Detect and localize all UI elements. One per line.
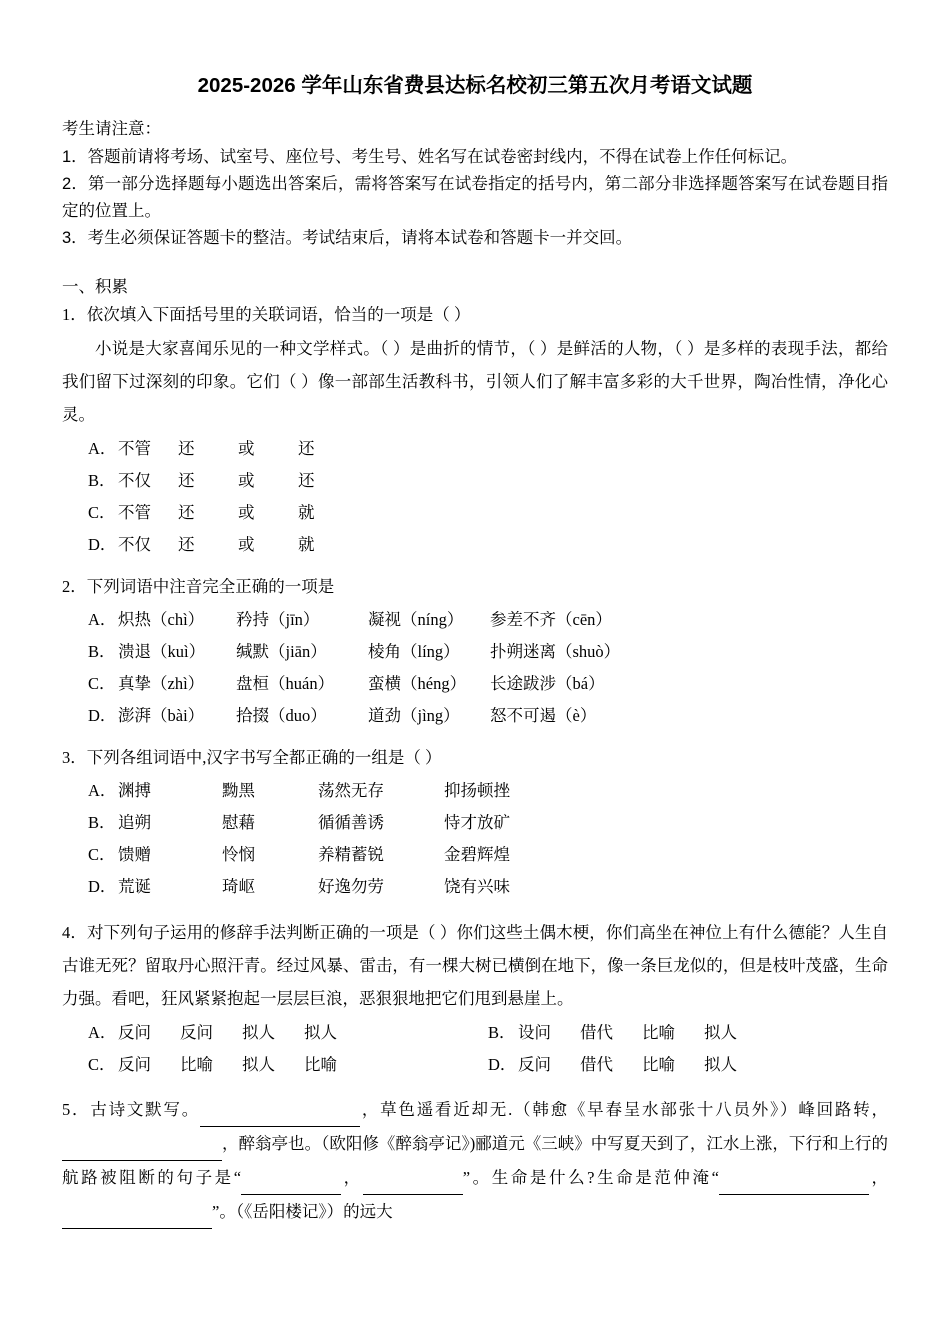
question-5-part-3: ，醉翁亭也。（欧阳修《醉翁亭记》)郦道元《三峡》中写夏天到了，江水上涨，下行和上行的航路被阻断的句子是“ <box>62 1133 888 1187</box>
question-4-number: 4． <box>62 922 87 942</box>
question-3-option-b[interactable] <box>62 807 888 839</box>
blank-line[interactable] <box>719 1161 869 1195</box>
question-1-option-a[interactable] <box>62 433 888 465</box>
option-cell: 缄默（jiān） <box>236 641 327 661</box>
option-cell: 还 <box>298 438 315 458</box>
option-cell: 炽热（chì） <box>118 609 205 629</box>
option-cell: 矜持（jīn） <box>236 609 320 629</box>
option-cell: 或 <box>238 535 255 555</box>
question-1-stem <box>62 301 888 329</box>
blank-line[interactable] <box>62 1127 222 1161</box>
option-cell: 饶有兴味 <box>444 877 510 897</box>
option-label: D． <box>488 1054 517 1074</box>
option-cell: 蛮横（héng） <box>368 674 467 694</box>
option-cell: 道劲（jìng） <box>368 706 460 726</box>
option-cell: 棱角（líng） <box>368 641 460 661</box>
option-cell: 长途跋涉（bá） <box>490 674 605 694</box>
notice-line-1: 1．答题前请将考场、试室号、座位号、考生号、姓名写在试卷密封线内，不得在试卷上作任何标记。 <box>62 148 798 167</box>
option-cell: 荒诞 <box>118 877 151 897</box>
option-cell: 抑扬顿挫 <box>444 780 510 800</box>
option-cell: 设问 <box>518 1022 551 1042</box>
question-5-stem <box>62 1093 888 1229</box>
blank-line[interactable] <box>241 1161 341 1195</box>
option-label: D． <box>88 706 117 726</box>
question-3-text: 下列各组词语中,汉字书写全都正确的一组是（ ） <box>86 748 442 768</box>
option-cell: 反问 <box>518 1054 551 1074</box>
option-cell: 就 <box>298 503 315 523</box>
question-5-part-6: ， <box>868 1167 889 1187</box>
notice-line-2: 2．第一部分选择题每小题选出答案后，需将答案写在试卷指定的括号内，第二部分非选择题答案写在试卷题目指定的位置上。 <box>62 175 888 220</box>
question-5-part-4: ， <box>341 1167 363 1187</box>
notice-heading: 考生请注意： <box>62 119 161 138</box>
question-5-number: 5． <box>62 1099 91 1119</box>
question-4-option-d[interactable] <box>488 1049 888 1081</box>
question-2-option-c[interactable] <box>62 668 888 700</box>
question-5-part-7: ”。（《岳阳楼记》）的远大 <box>212 1201 393 1221</box>
question-2-text: 下列词语中注音完全正确的一项是 <box>86 577 335 597</box>
option-cell: 比喻 <box>180 1054 213 1074</box>
option-cell: 拟人 <box>704 1054 737 1074</box>
question-3-option-c[interactable] <box>62 839 888 871</box>
question-3-number: 3． <box>62 748 87 768</box>
option-cell: 黝黑 <box>222 780 255 800</box>
option-label: D． <box>88 535 117 555</box>
question-1-option-d[interactable] <box>62 529 888 561</box>
option-label: C． <box>88 503 116 523</box>
option-cell: 馈赠 <box>118 845 151 865</box>
option-cell: 金碧辉煌 <box>444 845 510 865</box>
option-cell: 凝视（níng） <box>368 609 464 629</box>
option-cell: 或 <box>238 503 255 523</box>
option-cell: 还 <box>298 470 315 490</box>
option-cell: 不仅 <box>118 470 151 490</box>
question-4-stem <box>62 916 888 1015</box>
question-4-options-row-1 <box>62 1017 888 1049</box>
option-label: D． <box>88 877 117 897</box>
option-cell: 真挚（zhì） <box>118 674 205 694</box>
option-cell: 不管 <box>118 438 151 458</box>
option-cell: 拟人 <box>704 1022 737 1042</box>
question-2-option-a[interactable] <box>62 604 888 636</box>
question-2-stem <box>62 573 888 601</box>
option-cell: 循循善诱 <box>318 812 384 832</box>
option-cell: 比喻 <box>642 1054 675 1074</box>
question-1-number: 1． <box>62 305 87 325</box>
option-cell: 参差不齐（cēn） <box>490 609 612 629</box>
blank-line[interactable] <box>62 1195 212 1229</box>
section-heading-one: 一、积累 <box>62 278 128 297</box>
question-1-text: 依次填入下面括号里的关联词语，恰当的一项是（ ） <box>86 305 471 325</box>
option-cell: 慰藉 <box>222 812 255 832</box>
option-cell: 琦岖 <box>222 877 255 897</box>
option-cell: 还 <box>178 503 195 523</box>
option-cell: 比喻 <box>642 1022 675 1042</box>
question-4-options-row-2 <box>62 1049 888 1081</box>
option-cell: 反问 <box>180 1022 213 1042</box>
option-cell: 好逸勿劳 <box>318 877 384 897</box>
option-cell: 渊搏 <box>118 780 151 800</box>
question-5-part-1: 古诗文默写。 <box>90 1099 201 1119</box>
question-3-option-a[interactable] <box>62 775 888 807</box>
option-label: A． <box>88 780 117 800</box>
option-cell: 怜悯 <box>222 845 255 865</box>
option-label: B． <box>488 1022 516 1042</box>
option-cell: 扑朔迷离（shuò） <box>490 641 621 661</box>
blank-line[interactable] <box>363 1161 463 1195</box>
option-cell: 比喻 <box>304 1054 337 1074</box>
option-cell: 不管 <box>118 503 151 523</box>
question-1-option-c[interactable] <box>62 497 888 529</box>
option-cell: 拾掇（duo） <box>236 706 327 726</box>
question-1-option-b[interactable] <box>62 465 888 497</box>
option-cell: 或 <box>238 438 255 458</box>
option-cell: 拟人 <box>242 1022 275 1042</box>
question-1-passage: 小说是大家喜闻乐见的一种文学样式。（ ）是曲折的情节，（ ）是鲜活的人物，（ ）是多样的表现手法，都给我们留下过深刻的印象。它们（ ）像一部部生活教科书，引领人们了解丰富多彩的大千世界，陶冶性情，净化心灵。 <box>62 338 888 424</box>
option-cell: 怒不可遏（è） <box>490 706 597 726</box>
option-cell: 借代 <box>580 1022 613 1042</box>
page-title: 2025-2026 学年山东省费县达标名校初三第五次月考语文试题 <box>197 74 753 97</box>
option-cell: 盘桓（huán） <box>236 674 335 694</box>
option-cell: 恃才放矿 <box>444 812 510 832</box>
question-5-part-2: ，草色遥看近却无.（韩愈《早春呈水部张十八员外》）峰回路转， <box>360 1099 889 1119</box>
option-label: B． <box>88 470 116 490</box>
option-cell: 或 <box>238 470 255 490</box>
option-label: A． <box>88 1022 117 1042</box>
option-cell: 溃退（kuì） <box>118 641 206 661</box>
option-cell: 还 <box>178 438 195 458</box>
option-cell: 拟人 <box>242 1054 275 1074</box>
option-cell: 养精蓄锐 <box>318 845 384 865</box>
option-label: B． <box>88 641 116 661</box>
option-label: C． <box>88 674 116 694</box>
blank-line[interactable] <box>200 1093 360 1127</box>
question-3-option-d[interactable] <box>62 871 888 903</box>
option-cell: 反问 <box>118 1022 151 1042</box>
question-4-option-c[interactable] <box>88 1049 488 1081</box>
option-cell: 荡然无存 <box>318 780 384 800</box>
option-cell: 还 <box>178 535 195 555</box>
question-2-option-b[interactable] <box>62 636 888 668</box>
question-2-option-d[interactable] <box>62 700 888 732</box>
option-label: C． <box>88 1054 116 1074</box>
question-4-option-a[interactable] <box>88 1017 488 1049</box>
option-cell: 不仅 <box>118 535 151 555</box>
option-label: A． <box>88 438 117 458</box>
option-cell: 澎湃（bài） <box>118 706 205 726</box>
option-label: C． <box>88 845 116 865</box>
question-3-stem <box>62 744 888 772</box>
question-4-text: 对下列句子运用的修辞手法判断正确的一项是（ ）你们这些土偶木梗，你们高坐在神位上有什么德能？人生自古谁无死？留取丹心照汗青。经过风暴、雷击，有一棵大树已横倒在地下，像一条巨龙似的，但是枝叶茂盛，生命力强。看吧，狂风紧紧抱起一层层巨浪，恶狠狠地把它们甩到悬崖上。 <box>62 922 889 1008</box>
option-cell: 就 <box>298 535 315 555</box>
option-cell: 追朔 <box>118 812 151 832</box>
option-cell: 拟人 <box>304 1022 337 1042</box>
option-cell: 反问 <box>118 1054 151 1074</box>
question-2-number: 2． <box>62 577 87 597</box>
question-4-option-b[interactable] <box>488 1017 888 1049</box>
notice-line-3: 3．考生必须保证答题卡的整洁。考试结束后，请将本试卷和答题卡一并交回。 <box>62 228 633 247</box>
option-cell: 还 <box>178 470 195 490</box>
option-label: B． <box>88 812 116 832</box>
question-5-part-5: ”。生命是什么?生命是范仲淹“ <box>462 1167 719 1187</box>
option-label: A． <box>88 609 117 629</box>
option-cell: 借代 <box>580 1054 613 1074</box>
